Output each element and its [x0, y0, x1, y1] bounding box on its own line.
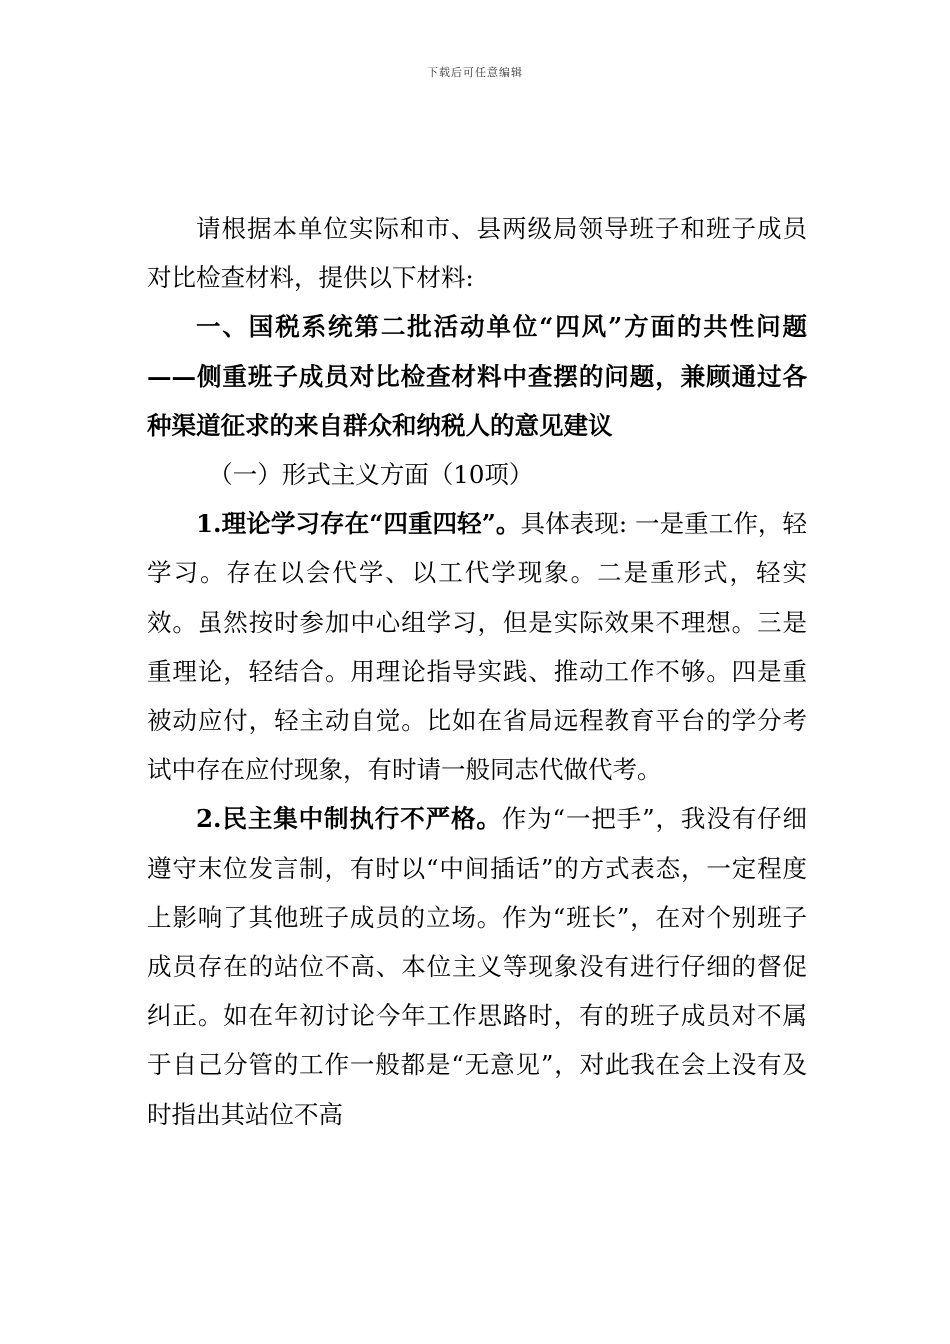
item-2-text: 作为“一把手”，我没有仔细遵守末位发言制，有时以“中间插话”的方式表态，一定程度上影响了其他班子成员的立场。作为“班长”，在对个别班子成员存在的站位不高、本位主义等现象没有进行仔细的督促纠正。如在年初讨论今年工作思路时，有的班子成员对不属于自己分管的工作一般都是“无意见”，对此我在会上没有及时指出其站位不高 — [147, 804, 807, 1129]
item-2-paragraph — [147, 794, 807, 1138]
document-body — [147, 204, 807, 1139]
page-header: 下载后可任意编辑 — [427, 66, 523, 79]
item-1-paragraph — [147, 499, 807, 794]
intro-paragraph: 请根据本单位实际和市、县两级局领导班子和班子成员对比检查材料，提供以下材料: — [147, 214, 807, 293]
item-1-text: 具体表现: 一是重工作，轻学习。存在以会代学、以工代学现象。二是重形式，轻实效。虽然按时参加中心组学习，但是实际效果不理想。三是重理论，轻结合。用理论指导实践、推动工作不够。四是重被动应付，轻主动自觉。比如在省局远程教育平台的学分考试中存在应付现象，有时请一般同志代做代考。 — [147, 509, 808, 785]
subsection-heading: （一）形式主义方面（10项） — [208, 460, 534, 490]
section-heading: 一、国税系统第二批活动单位“四风”方面的共性问题——侧重班子成员对比检查材料中查摆的问题，兼顾通过各种渠道征求的来自群众和纳税人的意见建议 — [147, 312, 807, 440]
item-2-lead: 2.民主集中制执行不严格。 — [196, 804, 502, 834]
item-1-lead: 1.理论学习存在“四重四轻”。 — [196, 509, 521, 539]
